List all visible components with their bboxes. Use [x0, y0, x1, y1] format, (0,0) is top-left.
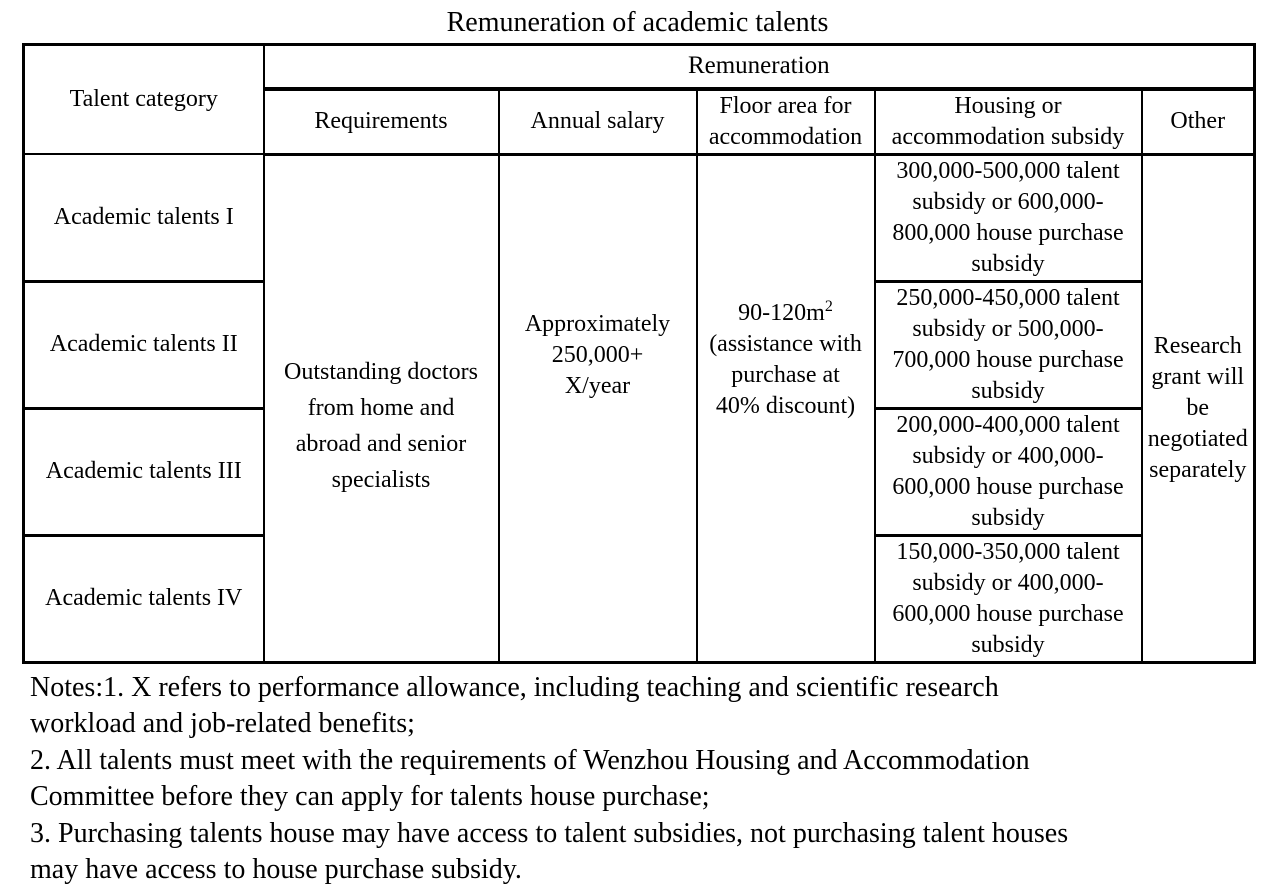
requirements-line: from home and — [307, 395, 455, 421]
annual-salary-line: Approximately — [524, 310, 671, 337]
cell-floor-area — [697, 154, 875, 662]
header-remuneration: Remuneration — [264, 45, 1255, 89]
notes — [30, 670, 1270, 888]
cell-category-1: Academic talents I — [24, 154, 264, 281]
requirements-line: Outstanding doctors — [284, 359, 478, 385]
cell-housing-subsidy-3: 200,000-400,000 talent subsidy or 400,000-600,000 house purchase subsidy — [875, 408, 1142, 535]
header-housing-subsidy: Housing or accommodation subsidy — [875, 89, 1142, 155]
annual-salary-line: 250,000+ — [551, 341, 644, 368]
cell-category-2: Academic talents II — [24, 281, 264, 408]
remuneration-table — [22, 43, 1256, 664]
cell-other: Research grant will be negotiated separately — [1142, 154, 1255, 662]
note-line: 3. Purchasing talents house may have access to talent subsidies, not purchasing talent houses — [30, 817, 1069, 849]
floor-area-superscript: 2 — [824, 298, 833, 315]
note-line: Committee before they can apply for talents house purchase; — [30, 781, 710, 812]
requirements-line: specialists — [331, 467, 431, 493]
cell-housing-subsidy-1: 300,000-500,000 talent subsidy or 600,000-800,000 house purchase subsidy — [875, 154, 1142, 281]
header-annual-salary: Annual salary — [499, 89, 697, 155]
header-requirements: Requirements — [264, 89, 499, 155]
cell-housing-subsidy-2: 250,000-450,000 talent subsidy or 500,000-700,000 house purchase subsidy — [875, 281, 1142, 408]
floor-area-note-line: (assistance with — [709, 331, 862, 357]
cell-requirements — [264, 154, 499, 662]
floor-area-note-line: purchase at — [731, 362, 840, 388]
note-line: Notes:1. X refers to performance allowance, including teaching and scientific research — [30, 671, 999, 703]
header-other: Other — [1142, 89, 1255, 155]
cell-housing-subsidy-4: 150,000-350,000 talent subsidy or 400,000-600,000 house purchase subsidy — [875, 535, 1142, 662]
floor-area-number: 90-120m — [738, 300, 825, 326]
note-line: may have access to house purchase subsidy. — [30, 854, 522, 885]
annual-salary-line: X/year — [564, 372, 631, 399]
header-floor-area: Floor area for accommodation — [697, 89, 875, 155]
page-title: Remuneration of academic talents — [446, 7, 829, 38]
cell-category-3: Academic talents III — [24, 408, 264, 535]
floor-area-note-line: 40% discount) — [715, 393, 856, 419]
floor-area-value — [700, 298, 872, 329]
requirements-line: abroad and senior — [295, 431, 467, 457]
note-line: 2. All talents must meet with the requirements of Wenzhou Housing and Accommodation — [30, 744, 1030, 776]
cell-annual-salary — [499, 154, 697, 662]
cell-category-4: Academic talents IV — [24, 535, 264, 662]
header-talent-category: Talent category — [24, 45, 264, 155]
note-line: workload and job-related benefits; — [30, 708, 415, 739]
